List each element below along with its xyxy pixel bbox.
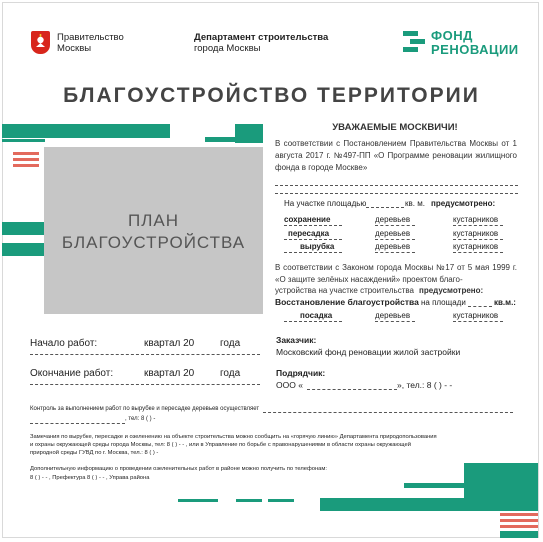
greeting-heading: УВАЖАЕМЫЕ МОСКВИЧИ! — [332, 122, 458, 133]
control-tel: , тел: 8 ( ) - — [125, 416, 156, 422]
planting-fill — [284, 321, 342, 322]
work-action: вырубка — [300, 242, 335, 251]
decor-stripe — [13, 158, 39, 161]
area-unit: кв. м. — [405, 199, 425, 208]
start-quarter: квартал 20 — [144, 338, 195, 349]
planting-fill — [453, 321, 503, 322]
restore-unit: кв.м.: — [494, 298, 516, 307]
restore-fill-line — [468, 306, 492, 307]
decor-stripe — [236, 499, 262, 502]
remarks-line2: и охраны окружающей среды города Москвы, тел: 8 ( ) - - , или в Управление по борьбе с правонарушениями в области охраны окружающей — [30, 442, 411, 448]
plan-placeholder — [44, 147, 263, 314]
plan-label-line1: ПЛАН — [128, 211, 179, 230]
start-date-fill — [30, 354, 260, 355]
fund-name-line2: РЕНОВАЦИИ — [431, 42, 519, 57]
decor-stripe — [268, 499, 294, 502]
start-date-label: Начало работ: — [30, 338, 98, 349]
end-quarter: квартал 20 — [144, 368, 195, 379]
department-name-line1: Департамент строительства — [194, 32, 329, 43]
area-prefix: На участке площадью — [284, 199, 367, 208]
extra-info-line1: Дополнительную информацию о проведении озеленительных работ в районе можно получить по телефонам: — [30, 466, 327, 472]
decor-stripe — [404, 483, 464, 488]
remarks-line3: природной среды ГУВД по г. Москва, тел.: 8 ( ) - — [30, 450, 159, 456]
planting-trees: деревьев — [375, 311, 411, 320]
decor-stripe — [13, 152, 39, 155]
work-fill — [375, 225, 415, 226]
area-fill-line — [366, 207, 404, 208]
plan-label-line2: БЛАГОУСТРОЙСТВА — [61, 233, 246, 252]
moscow-coat-of-arms-icon — [31, 31, 50, 54]
area-suffix: предусмотрено: — [431, 199, 496, 208]
intro-fill-line — [275, 185, 518, 186]
decor-stripe — [2, 139, 45, 142]
law-paragraph-line1: В соответствии с Законом города Москвы №17 от 5 мая 1999 г. «О защите зелёных насаждений» проектом благо- — [275, 263, 517, 284]
planting-fill — [375, 321, 415, 322]
work-trees: деревьев — [375, 229, 411, 238]
restore-rest: на площади — [421, 298, 466, 307]
work-action: пересадка — [288, 229, 330, 238]
work-shrubs: кустарников — [453, 215, 499, 224]
work-fill — [375, 239, 415, 240]
decor-stripe — [205, 137, 263, 142]
customer-label: Заказчик: — [276, 335, 317, 345]
control-fill — [263, 412, 513, 413]
fund-name-line1: ФОНД — [431, 28, 473, 43]
planting-shrubs: кустарников — [453, 311, 499, 320]
government-name-line1: Правительство — [57, 32, 124, 43]
work-fill — [284, 252, 342, 253]
end-date-fill — [30, 384, 260, 385]
work-fill — [453, 225, 503, 226]
control-fill — [30, 423, 125, 424]
renovation-fund-logo-icon — [403, 31, 425, 53]
customer-value: Московский фонд реновации жилой застройки — [276, 347, 461, 357]
work-shrubs: кустарников — [453, 242, 499, 251]
decor-stripe — [320, 498, 538, 511]
contractor-prefix: ООО « — [276, 380, 303, 390]
law-paragraph-line2: устройства на участке строительства — [275, 286, 414, 295]
work-fill — [284, 225, 342, 226]
work-fill — [453, 239, 503, 240]
page-title: БЛАГОУСТРОЙСТВО ТЕРРИТОРИИ — [63, 84, 480, 107]
work-action: сохранение — [284, 215, 331, 224]
contractor-label: Подрядчик: — [276, 368, 326, 378]
work-fill — [284, 239, 342, 240]
decor-stripe — [500, 519, 538, 522]
decor-stripe — [500, 531, 538, 538]
remarks-line1: Замечания по вырубке, пересадке и озеленению на объекте строительства можно сообщить на «горячую линию» Департамента природопользования — [30, 434, 437, 440]
decor-stripe — [500, 525, 538, 528]
decor-stripe — [2, 222, 45, 235]
end-year: года — [220, 368, 241, 379]
intro-fill-line — [275, 193, 518, 194]
law-paragraph-bold: предусмотрено: — [419, 286, 484, 295]
control-text: Контроль за выполнением работ по вырубке и пересадке деревьев осуществляет — [30, 406, 260, 412]
work-trees: деревьев — [375, 242, 411, 251]
intro-paragraph: В соответствии с Постановлением Правительства Москвы от 1 августа 2017 г. №497-ПП «О Программе реновации жилищного фонда в городе Москве» — [275, 139, 517, 172]
restore-label: Восстановление благоустройства — [275, 297, 419, 307]
extra-info-line2: 8 ( ) - - , Префектура 8 ( ) - - , Управа района — [30, 475, 150, 481]
decor-stripe — [2, 243, 45, 256]
government-name-line2: Москвы — [57, 43, 92, 54]
start-year: года — [220, 338, 241, 349]
decor-stripe — [13, 164, 39, 167]
planting-action: посадка — [300, 311, 333, 320]
contractor-fill — [307, 389, 397, 390]
work-shrubs: кустарников — [453, 229, 499, 238]
department-name-line2: города Москвы — [194, 43, 261, 54]
end-date-label: Окончание работ: — [30, 368, 114, 379]
work-fill — [375, 252, 415, 253]
work-fill — [453, 252, 503, 253]
decor-stripe — [178, 499, 218, 502]
decor-stripe — [2, 124, 170, 138]
contractor-tel: », тел.: 8 ( ) - - — [397, 380, 453, 390]
work-trees: деревьев — [375, 215, 411, 224]
decor-stripe — [500, 513, 538, 516]
